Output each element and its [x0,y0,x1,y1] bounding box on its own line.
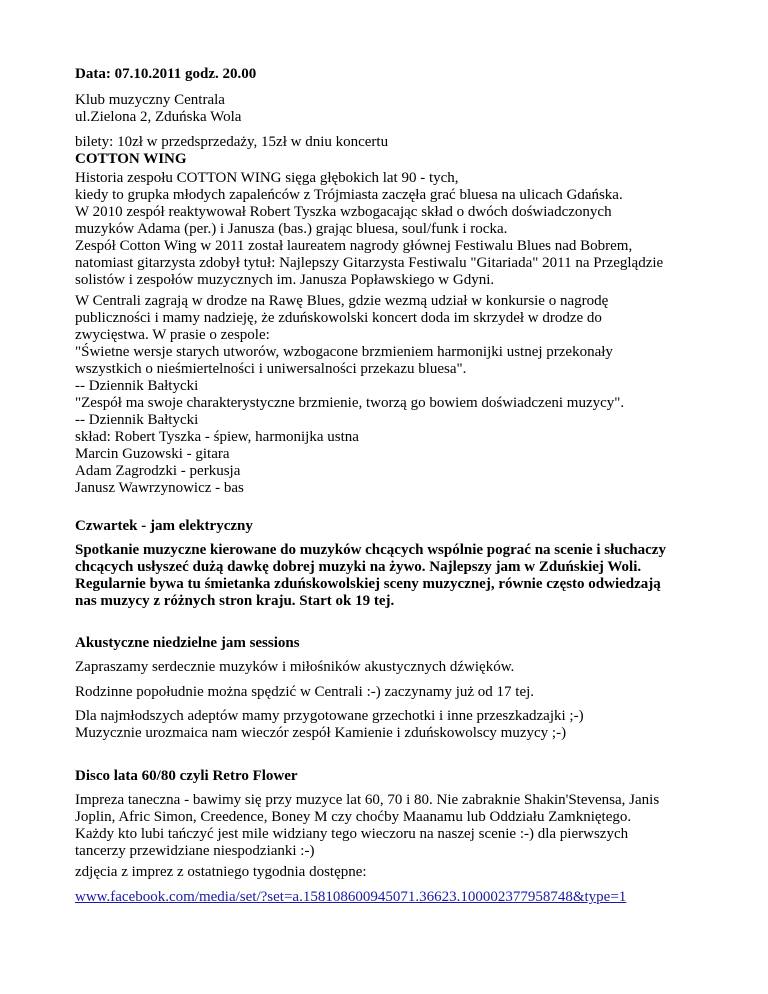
history-line: solistów i zespołów muzycznych im. Janusza Popławskiego w Gdyni. [75,272,495,288]
details-line: Janusz Wawrzynowicz - bas [75,480,244,496]
facebook-photos-link[interactable]: www.facebook.com/media/set/?set=a.158108600945071.36623.100002377958748&type=1 [75,889,627,905]
details-line: zwycięstwa. W prasie o zespole: [75,327,270,343]
details-line: "Świetne wersje starych utworów, wzbogacone brzmieniem harmonijki ustnej przekonały [75,344,613,360]
details-line: Adam Zagrodzki - perkusja [75,463,241,479]
tickets-block [75,134,388,168]
history-line: Zespół Cotton Wing w 2011 został laureatem nagrody głównej Festiwalu Blues nad Bobrem, [75,238,633,254]
jam-electric-line: chcących usłyszeć dużą dawkę dobrej muzyki na żywo. Najlepszy jam w Zduńskiej Woli. [75,559,642,575]
jam-electric-line: nas muzycy z różnych stron kraju. Start ok 19 tej. [75,593,395,609]
event-date: Data: 07.10.2011 godz. 20.00 [75,66,257,82]
band-details [75,293,624,497]
details-line: publiczności i mamy nadzieję, że zduńskowolski koncert doda im skrzydeł w drodze do [75,310,602,326]
band-name: COTTON WING [75,151,187,167]
disco-photos-text: zdjęcia z imprez z ostatniego tygodnia dostępne: [75,864,367,880]
history-line: Historia zespołu COTTON WING sięga głębokich lat 90 - tych, [75,170,459,186]
venue-block [75,92,241,126]
facebook-link-line [75,889,626,906]
details-line: Marcin Guzowski - gitara [75,446,230,462]
jam-electric-title: Czwartek - jam elektryczny [75,518,253,534]
acoustic-jam-title: Akustyczne niedzielne jam sessions [75,635,300,651]
history-line: kiedy to grupka młodych zapaleńców z Trójmiasta zaczęła grać bluesa na ulicach Gdańska. [75,187,623,203]
disco-title: Disco lata 60/80 czyli Retro Flower [75,768,298,784]
venue-line: Klub muzyczny Centrala [75,92,225,108]
details-line: "Zespół ma swoje charakterystyczne brzmienie, tworzą go bowiem doświadczeni muzycy". [75,395,625,411]
details-line: -- Dziennik Bałtycki [75,378,199,394]
acoustic-jam-time: Rodzinne popołudnie można spędzić w Centrali :-) zaczynamy już od 17 tej. [75,684,535,700]
band-history [75,170,663,289]
history-line: muzyków Adama (per.) i Janusza (bas.) grając bluesa, soul/funk i rocka. [75,221,508,237]
venue-line: ul.Zielona 2, Zduńska Wola [75,109,242,125]
disco-line: Każdy kto lubi tańczyć jest mile widziany tego wieczoru na naszej scenie :-) dla pierwszych [75,826,629,842]
history-line: W 2010 zespół reaktywował Robert Tyszka wzbogacając skład o dwóch doświadczonych [75,204,612,220]
acoustic-jam-line: Muzycznie urozmaica nam wieczór zespół Kamienie i zduńskowolscy muzycy ;-) [75,725,567,741]
details-line: skład: Robert Tyszka - śpiew, harmonijka ustna [75,429,359,445]
jam-electric-body [75,542,666,610]
disco-line: Joplin, Afric Simon, Creedence, Boney M czy choćby Maanamu lub Oddziału Zamkniętego. [75,809,632,825]
jam-electric-line: Regularnie bywa tu śmietanka zduńskowolskiej sceny muzycznej, równie często odwiedzają [75,576,661,592]
acoustic-jam-line: Dla najmłodszych adeptów mamy przygotowane grzechotki i inne przeszkadzajki ;-) [75,708,584,724]
acoustic-jam-invite: Zapraszamy serdecznie muzyków i miłośników akustycznych dźwięków. [75,659,515,675]
disco-line: Impreza taneczna - bawimy się przy muzyce lat 60, 70 i 80. Nie zabraknie Shakin'Stevensa, Janis [75,792,660,808]
details-line: wszystkich o nieśmiertelności i uniwersalności przekazu bluesa". [75,361,467,377]
jam-electric-line: Spotkanie muzyczne kierowane do muzyków chcących wspólnie pograć na scenie i słuchaczy [75,542,666,558]
details-line: -- Dziennik Bałtycki [75,412,199,428]
disco-line: tancerzy przewidziane niespodzianki :-) [75,843,315,859]
disco-body [75,792,659,860]
history-line: natomiast gitarzysta zdobył tytuł: Najlepszy Gitarzysta Festiwalu "Gitariada" 2011 na Przeglądzie [75,255,664,271]
details-line: W Centrali zagrają w drodze na Rawę Blues, gdzie wezmą udział w konkursie o nagrodę [75,293,609,309]
acoustic-jam-extra [75,708,584,742]
tickets-info: bilety: 10zł w przedsprzedaży, 15zł w dniu koncertu [75,134,389,150]
